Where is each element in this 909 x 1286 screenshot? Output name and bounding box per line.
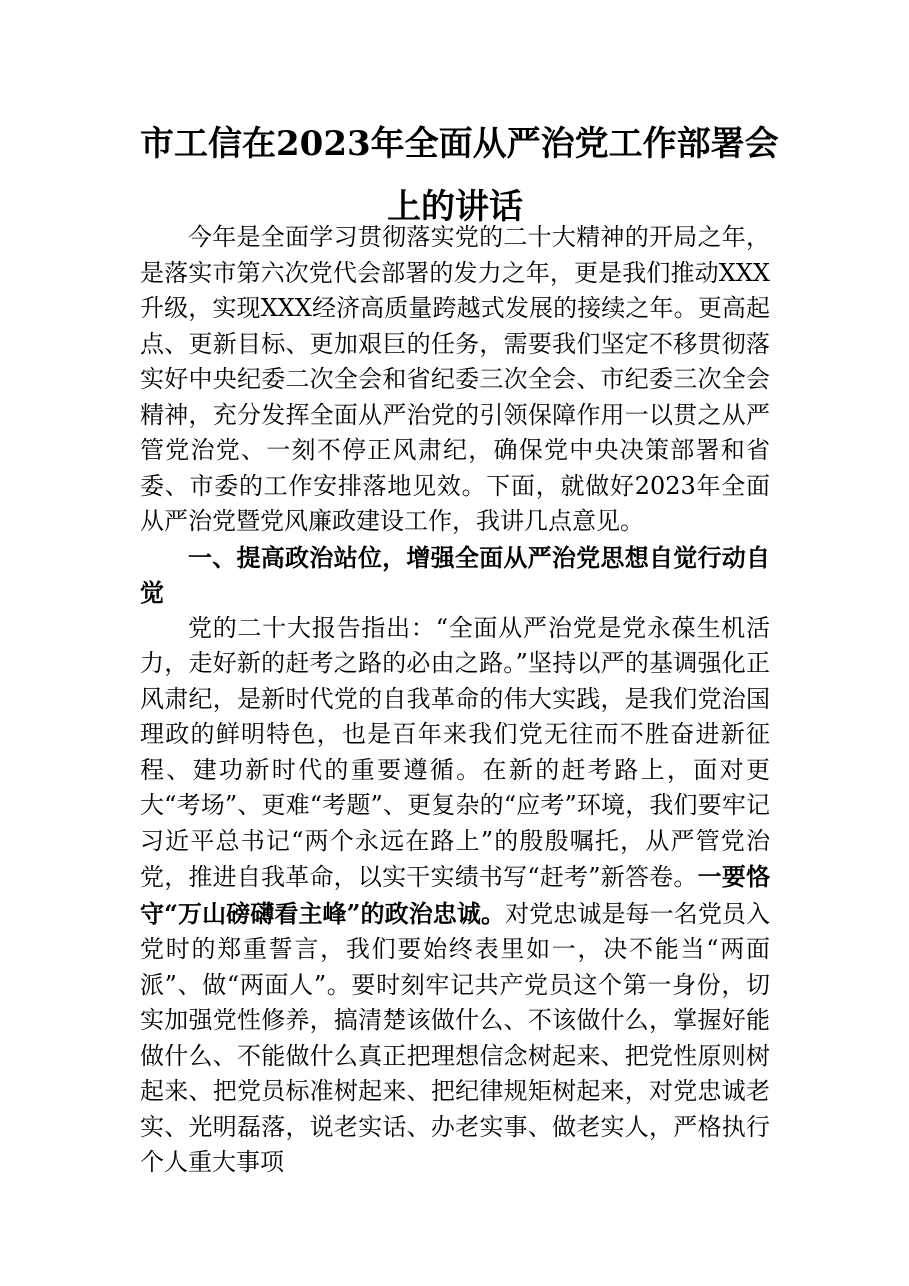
section-1-bold-point: 一要恪守“万山磅礴看主峰”的政治忠诚。 <box>140 862 770 928</box>
section-1-text-part-2: 对党忠诚是每一名党员入党时的郑重誓言，我们要始终表里如一，决不能当“两面派”、做“两面人”。要时刻牢记共产党员这个第一身份，切实加强党性修养，搞清楚该做什么、不该做什么，掌握好能做什么、不能做什么真正把理想信念树起来、把党性原则树起来、把党员标准树起来、把纪律规矩树起来，对党忠诚老实、光明磊落，说老实话、办老实事、做老实人，严格执行个人重大事项 <box>140 899 771 1176</box>
section-heading-1: 一、提高政治站位，增强全面从严治党思想自觉行动自觉 <box>140 542 770 607</box>
document-title-line-2: 上的讲话 <box>387 187 523 227</box>
section-1-text-part-1: 党的二十大报告指出：“全面从严治党是党永葆生机活力，走好新的赶考之路的必由之路。”坚持以严的基调强化正风肃纪，是新时代党的自我革命的伟大实践，是我们党治国理政的鲜明特色，也是百年来我们党无往而不胜奋进新征程、建功新时代的重要遵循。在新的赶考路上，面对更大“考场”、更难“考题”、更复杂的“应考”环境，我们要牢记习近平总书记“两个永远在路上”的殷殷嘱托，从严管党治党，推进自我革命，以实干实绩书写“赶考”新答卷。 <box>140 613 770 891</box>
intro-paragraph: 今年是全面学习贯彻落实党的二十大精神的开局之年，是落实市第六次党代会部署的发力之年，更是我们推动XXX升级，实现XXX经济高质量跨越式发展的接续之年。更高起点、更新目标、更加艰巨的任务，需要我们坚定不移贯彻落实好中央纪委二次全会和省纪委三次全会、市纪委三次全会精神，充分发挥全面从严治党的引领保障作用一以贯之从严管党治党、一刻不停正风肃纪，确保党中央决策部署和省委、市委的工作安排落地见效。下面，就做好2023年全面从严治党暨党风廉政建设工作，我讲几点意见。 <box>140 223 770 535</box>
document-title-line-1: 市工信在2023年全面从严治党工作部署会 <box>140 124 779 164</box>
document-body <box>140 220 770 1181</box>
section-1-paragraph <box>140 611 770 1181</box>
